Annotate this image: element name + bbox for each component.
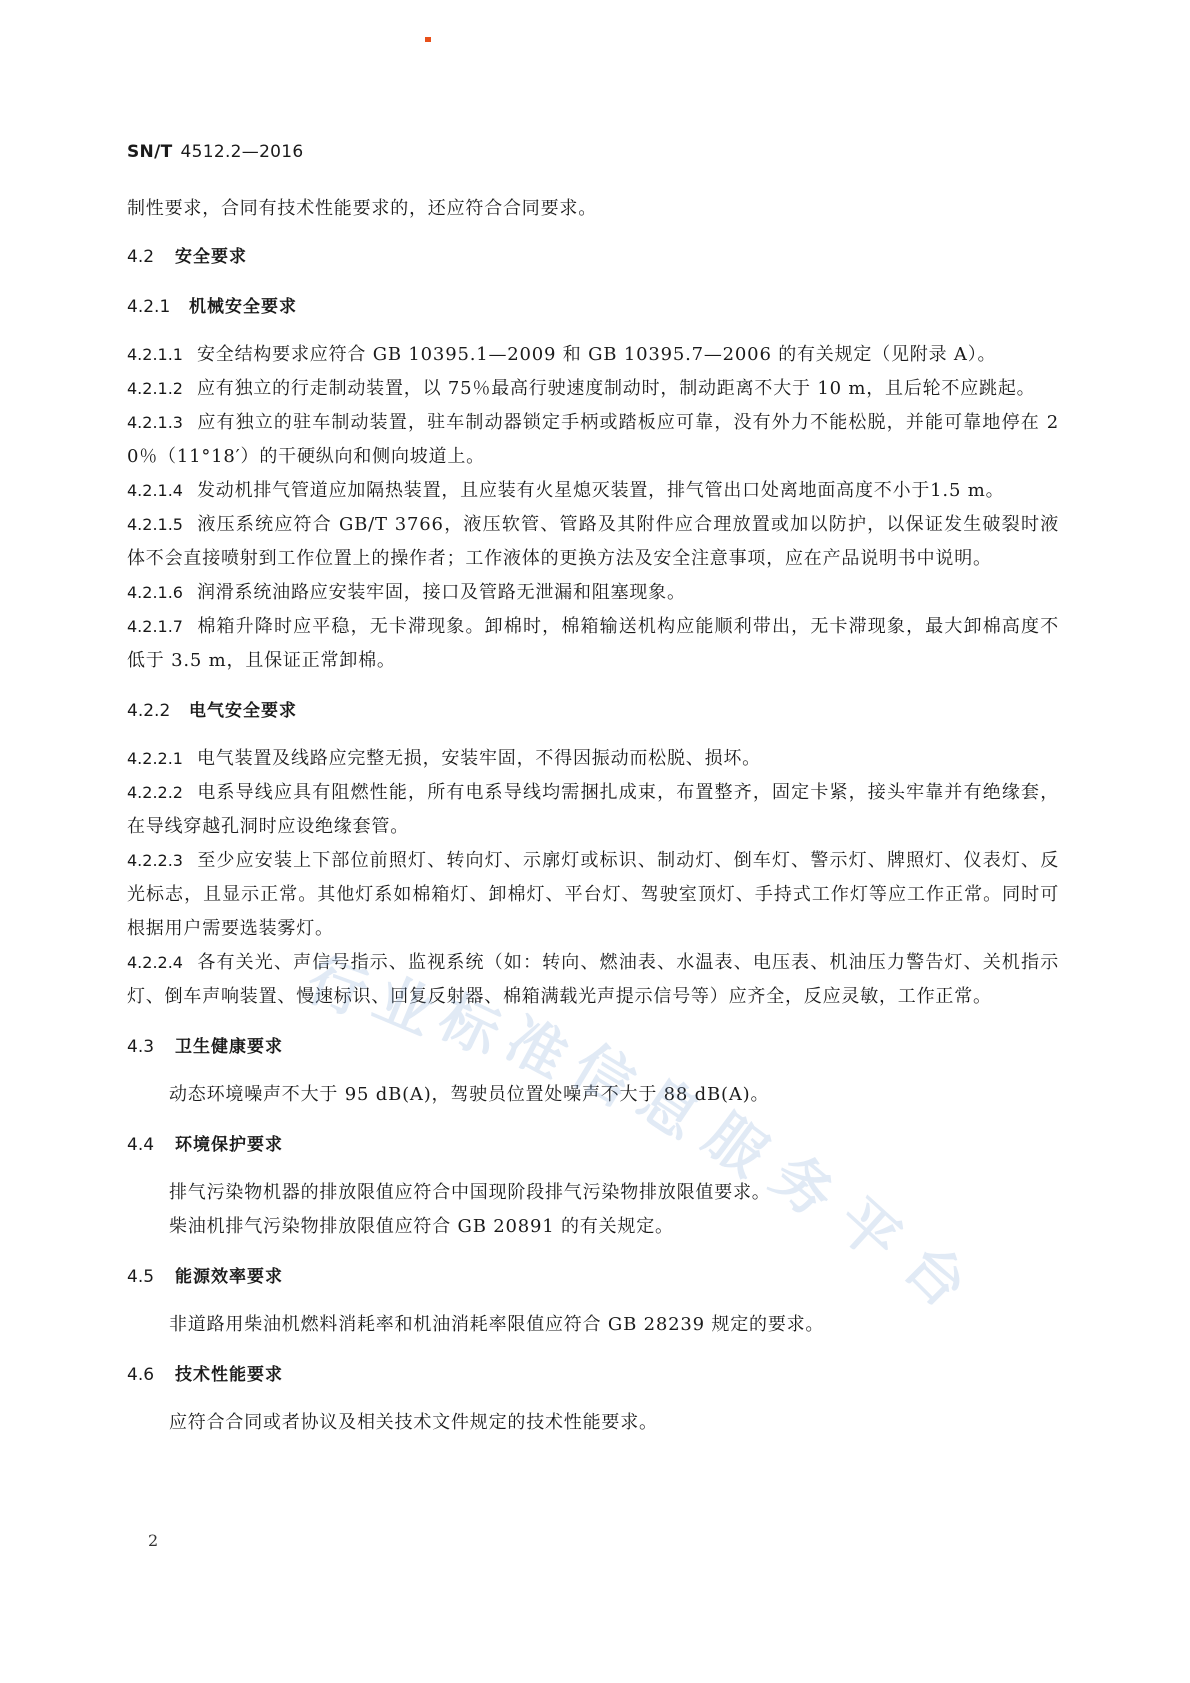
- heading-title: 卫生健康要求: [175, 1037, 283, 1057]
- heading-4-2-2: [127, 694, 1059, 728]
- clause-number: 4.2.2.2: [127, 783, 183, 802]
- clause-text: 应有独立的驻车制动装置，驻车制动器锁定手柄或踏板应可靠，没有外力不能松脱，并能可靠地停在 20％（11°18′）的干硬纵向和侧向坡道上。: [127, 412, 1059, 467]
- clause-number: 4.2.1.7: [127, 617, 183, 636]
- standard-number: 4512.2—2016: [180, 142, 304, 162]
- clause-4-2-2-1: [127, 742, 1059, 776]
- clause-4-2-1-6: [127, 576, 1059, 610]
- watermark-char: 服: [692, 1100, 780, 1190]
- document-body: [127, 192, 1059, 1440]
- heading-title: 机械安全要求: [189, 297, 297, 317]
- clause-text: 安全结构要求应符合 GB 10395.1—2009 和 GB 10395.7—2006 的有关规定（见附录 A）。: [196, 344, 997, 365]
- heading-4-6: [127, 1358, 1059, 1392]
- clause-text: 液压系统应符合 GB/T 3766，液压软管、管路及其附件应合理放置或加以防护，以保证发生破裂时液体不会直接喷射到工作位置上的操作者；工作液体的更换方法及安全注意事项，应在产品说明书中说明。: [127, 514, 1059, 569]
- clause-4-2-1-2: [127, 372, 1059, 406]
- clause-4-2-2-4: [127, 946, 1059, 1014]
- heading-4-4: [127, 1128, 1059, 1162]
- watermark-char: 务: [758, 1141, 847, 1231]
- heading-number: 4.6: [127, 1365, 155, 1385]
- heading-number: 4.5: [127, 1267, 155, 1287]
- section-4-4-text-1: 排气污染物机器的排放限值应符合中国现阶段排气污染物排放限值要求。: [169, 1182, 771, 1203]
- heading-number: 4.2: [127, 247, 155, 267]
- clause-4-2-1-7: [127, 610, 1059, 678]
- clause-number: 4.2.1.6: [127, 583, 183, 602]
- clause-text: 发动机排气管道应加隔热装置，且应装有火星熄灭装置，排气管出口处离地面高度不小于1.5 m。: [196, 480, 1005, 501]
- clause-4-2-1-1: [127, 338, 1059, 372]
- clause-text: 至少应安装上下部位前照灯、转向灯、示廓灯或标识、制动灯、倒车灯、警示灯、牌照灯、仪表灯、反光标志，且显示正常。其他灯系如棉箱灯、卸棉灯、平台灯、驾驶室顶灯、手持式工作灯等应工作正常。同时可根据用户需要选装雾灯。: [127, 850, 1059, 939]
- clause-4-2-1-3: [127, 406, 1059, 474]
- section-4-6-text: 应符合合同或者协议及相关技术文件规定的技术性能要求。: [169, 1412, 658, 1433]
- watermark-char: 平: [824, 1185, 914, 1275]
- clause-number: 4.2.1.3: [127, 413, 183, 432]
- heading-number: 4.3: [127, 1037, 155, 1057]
- standard-header: [127, 142, 304, 162]
- standard-code: SN/T: [127, 142, 173, 162]
- watermark-char: 标: [429, 982, 512, 1069]
- clause-number: 4.2.1.2: [127, 379, 183, 398]
- watermark-char: 台: [890, 1230, 981, 1321]
- heading-title: 技术性能要求: [175, 1365, 283, 1385]
- heading-title: 电气安全要求: [189, 701, 297, 721]
- heading-number: 4.4: [127, 1135, 155, 1155]
- intro-paragraph: 制性要求，合同有技术性能要求的，还应符合合同要求。: [127, 198, 597, 219]
- clause-text: 电气装置及线路应完整无损，安装牢固，不得因振动而松脱、损坏。: [196, 748, 761, 769]
- clause-number: 4.2.2.4: [127, 953, 183, 972]
- watermark-char: 信: [560, 1031, 646, 1120]
- heading-number: 4.2.2: [127, 701, 171, 721]
- clause-number: 4.2.1.5: [127, 515, 183, 534]
- heading-number: 4.2.1: [127, 297, 171, 317]
- section-4-3-text: 动态环境噪声不大于 95 dB(A)，驾驶员位置处噪声不大于 88 dB(A)。: [169, 1084, 770, 1105]
- clause-number: 4.2.1.1: [127, 345, 183, 364]
- heading-4-2: [127, 240, 1059, 274]
- clause-4-2-1-5: [127, 508, 1059, 576]
- clause-text: 棉箱升降时应平稳，无卡滞现象。卸棉时，棉箱输送机构应能顺利带出，无卡滞现象，最大卸棉高度不低于 3.5 m，且保证正常卸棉。: [127, 616, 1059, 671]
- heading-4-3: [127, 1030, 1059, 1064]
- clause-text: 应有独立的行走制动装置，以 75％最高行驶速度制动时，制动距离不大于 10 m，且后轮不应跳起。: [196, 378, 1036, 399]
- clause-number: 4.2.2.1: [127, 749, 183, 768]
- orange-marker: [425, 37, 431, 42]
- heading-title: 能源效率要求: [175, 1267, 283, 1287]
- heading-4-5: [127, 1260, 1059, 1294]
- watermark-char: 业: [363, 962, 444, 1048]
- clause-4-2-1-4: [127, 474, 1059, 508]
- section-4-5-text: 非道路用柴油机燃料消耗率和机油消耗率限值应符合 GB 28239 规定的要求。: [169, 1314, 825, 1335]
- clause-number: 4.2.1.4: [127, 481, 183, 500]
- heading-title: 环境保护要求: [175, 1135, 283, 1155]
- watermark-char: 息: [626, 1063, 713, 1153]
- watermark-char: 准: [494, 1004, 579, 1093]
- page-number: 2: [148, 1531, 159, 1550]
- heading-4-2-1: [127, 290, 1059, 324]
- watermark-char: 行: [298, 944, 377, 1029]
- section-4-4-text-2: 柴油机排气污染物排放限值应符合 GB 20891 的有关规定。: [169, 1216, 674, 1237]
- clause-number: 4.2.2.3: [127, 851, 183, 870]
- clause-4-2-2-2: [127, 776, 1059, 844]
- clause-text: 各有关光、声信号指示、监视系统（如：转向、燃油表、水温表、电压表、机油压力警告灯、关机指示灯、倒车声响装置、慢速标识、回复反射器、棉箱满载光声提示信号等）应齐全，反应灵敏，工作正常。: [127, 952, 1059, 1007]
- clause-text: 电系导线应具有阻燃性能，所有电系导线均需捆扎成束，布置整齐，固定卡紧，接头牢靠并有绝缘套，在导线穿越孔洞时应设绝缘套管。: [127, 782, 1059, 837]
- heading-title: 安全要求: [175, 247, 247, 267]
- clause-4-2-2-3: [127, 844, 1059, 946]
- clause-text: 润滑系统油路应安装牢固，接口及管路无泄漏和阻塞现象。: [196, 582, 686, 603]
